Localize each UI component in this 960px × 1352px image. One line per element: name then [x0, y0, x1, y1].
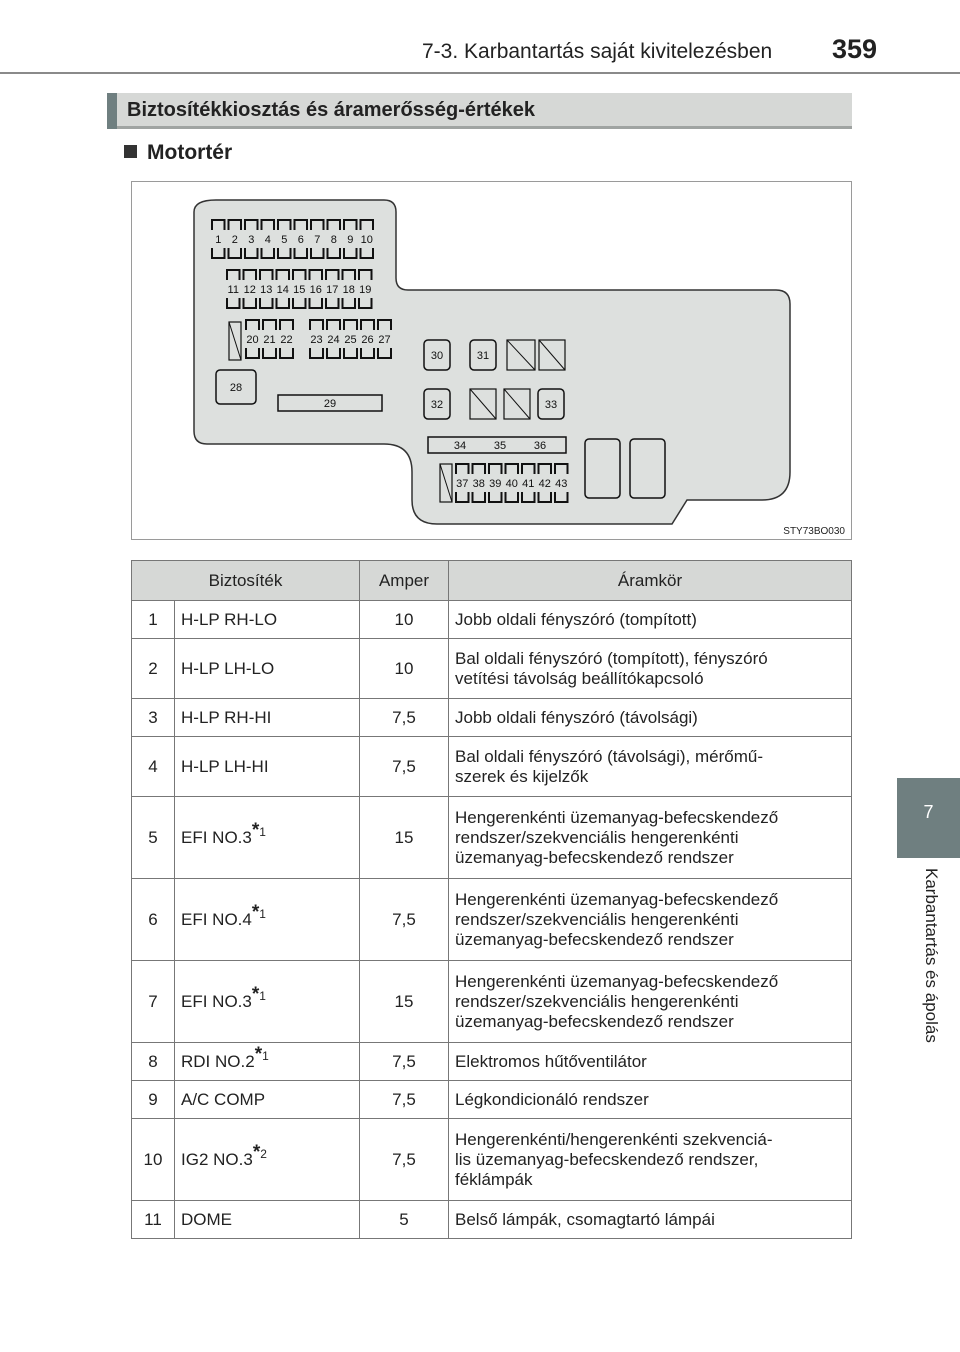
fuse-amper: 7,5	[360, 699, 449, 737]
fuse-number: 8	[132, 1043, 175, 1081]
table-row	[132, 961, 852, 1043]
fuse-circuit: Hengerenkénti üzemanyag-befecskendező rendszer/szekvenciális hengerenkénti üzemanyag-befecskendező rendszer	[449, 961, 852, 1043]
fuse-label: 28	[229, 382, 243, 394]
chapter-title: 7-3. Karbantartás saját kivitelezésben	[422, 40, 773, 63]
column-header-circuit: Áramkör	[449, 561, 852, 601]
fuse-label: 21	[263, 334, 276, 346]
fuse-label: 31	[476, 350, 490, 362]
fuse-label: 42	[538, 478, 551, 490]
fuse-label: 10	[360, 234, 373, 246]
fuse-label: 43	[555, 478, 568, 490]
fuse-circuit: Elektromos hűtőventilátor	[449, 1043, 852, 1081]
column-header-amper: Amper	[360, 561, 449, 601]
fuse-label: 30	[430, 350, 444, 362]
fuse-label: 4	[264, 234, 271, 246]
fuse-label: 27	[378, 334, 391, 346]
fuse-label: 15	[293, 284, 306, 296]
fuse-label: 32	[430, 399, 444, 411]
fuse-name: DOME	[175, 1201, 360, 1239]
fuse-box-diagram	[131, 181, 852, 540]
table-row	[132, 1043, 852, 1081]
fuse-box-drawing	[132, 182, 851, 539]
fuse-name: H-LP RH-HI	[175, 699, 360, 737]
chapter-tab-number: 7	[923, 802, 934, 822]
fuse-label: 5	[281, 234, 288, 246]
table-row	[132, 1081, 852, 1119]
table-row	[132, 699, 852, 737]
fuse-amper: 5	[360, 1201, 449, 1239]
fuse-label: 6	[297, 234, 304, 246]
fuse-name: H-LP RH-LO	[175, 601, 360, 639]
fuse-number: 4	[132, 737, 175, 797]
fuse-amper: 10	[360, 639, 449, 699]
fuse-label: 1	[215, 234, 222, 246]
chapter-tab-label: Karbantartás és ápolás	[922, 868, 941, 1043]
fuse-label: 38	[472, 478, 485, 490]
fuse-number: 11	[132, 1201, 175, 1239]
table-row	[132, 1201, 852, 1239]
table-row	[132, 797, 852, 879]
fuse-amper: 10	[360, 601, 449, 639]
table-header-row	[132, 561, 852, 601]
fuse-label: 12	[243, 284, 256, 296]
fuse-label: 25	[344, 334, 357, 346]
fuse-amper: 15	[360, 797, 449, 879]
table-row	[132, 879, 852, 961]
fuse-name: IG2 NO.3$^{*2}$	[175, 1119, 360, 1201]
fuse-name: H-LP LH-LO	[175, 639, 360, 699]
fuse-label: 35	[493, 440, 507, 452]
fuse-number: 2	[132, 639, 175, 699]
table-row	[132, 639, 852, 699]
fuse-number: 5	[132, 797, 175, 879]
column-header-fuse: Biztosíték	[132, 561, 360, 601]
fuse-label: 26	[361, 334, 374, 346]
fuse-amper: 7,5	[360, 1043, 449, 1081]
footnote-marker: *1	[251, 819, 266, 841]
fuse-number: 1	[132, 601, 175, 639]
header-rule	[0, 72, 960, 74]
fuse-name: EFI NO.4$^{*1}$	[175, 879, 360, 961]
fuse-label: 2	[231, 234, 238, 246]
fuse-amper: 7,5	[360, 879, 449, 961]
subsection-title: Motortér	[147, 141, 233, 164]
fuse-label: 18	[342, 284, 355, 296]
table-row	[132, 1119, 852, 1201]
fuse-amper: 7,5	[360, 737, 449, 797]
fuse-label: 23	[310, 334, 323, 346]
section-heading	[107, 93, 852, 129]
fuse-label: 19	[359, 284, 372, 296]
fuse-label: 16	[309, 284, 322, 296]
footnote-marker: *1	[254, 1043, 269, 1065]
fuse-name: EFI NO.3$^{*1}$	[175, 797, 360, 879]
table-row	[132, 601, 852, 639]
fuse-number: 3	[132, 699, 175, 737]
fuse-circuit: Légkondicionáló rendszer	[449, 1081, 852, 1119]
fuse-circuit: Hengerenkénti/hengerenkénti szekvenciá- lis üzemanyag-befecskendező rendszer, féklámpák	[449, 1119, 852, 1201]
fuse-label: 24	[327, 334, 340, 346]
fuse-number: 10	[132, 1119, 175, 1201]
fuse-label: 39	[489, 478, 502, 490]
fuse-label: 29	[323, 398, 337, 410]
fuse-circuit: Jobb oldali fényszóró (tompított)	[449, 601, 852, 639]
fuse-circuit: Belső lámpák, csomagtartó lámpái	[449, 1201, 852, 1239]
fuse-circuit: Bal oldali fényszóró (távolsági), mérőmű- szerek és kijelzők	[449, 737, 852, 797]
table-row	[132, 737, 852, 797]
fuse-table	[131, 560, 852, 1239]
fuse-amper: 15	[360, 961, 449, 1043]
footnote-marker: *1	[251, 901, 266, 923]
fuse-name: RDI NO.2$^{*1}$	[175, 1043, 360, 1081]
fuse-label: 20	[246, 334, 259, 346]
fuse-number: 6	[132, 879, 175, 961]
fuse-label: 13	[260, 284, 273, 296]
footnote-marker: *1	[251, 983, 266, 1005]
fuse-amper: 7,5	[360, 1081, 449, 1119]
relay-box	[630, 439, 665, 498]
fuse-label: 33	[544, 399, 558, 411]
fuse-label: 3	[248, 234, 255, 246]
section-title: Biztosítékkiosztás és áramerősség-értékek	[127, 99, 535, 121]
fuse-circuit: Hengerenkénti üzemanyag-befecskendező rendszer/szekvenciális hengerenkénti üzemanyag-befecskendező rendszer	[449, 797, 852, 879]
fuse-label: 40	[505, 478, 518, 490]
chapter-tab	[897, 778, 960, 858]
fuse-label: 14	[276, 284, 289, 296]
fuse-circuit: Jobb oldali fényszóró (távolsági)	[449, 699, 852, 737]
fuse-label: 41	[522, 478, 535, 490]
page-number: 359	[832, 34, 878, 64]
fuse-amper: 7,5	[360, 1119, 449, 1201]
relay-box	[585, 439, 620, 498]
fuse-label: 36	[533, 440, 547, 452]
fuse-label: 22	[280, 334, 293, 346]
fuse-circuit: Hengerenkénti üzemanyag-befecskendező rendszer/szekvenciális hengerenkénti üzemanyag-befecskendező rendszer	[449, 879, 852, 961]
fuse-name: EFI NO.3$^{*1}$	[175, 961, 360, 1043]
fuse-name: A/C COMP	[175, 1081, 360, 1119]
fuse-number: 7	[132, 961, 175, 1043]
fuse-label: 11	[227, 284, 239, 296]
fuse-label: 37	[456, 478, 469, 490]
fuse-circuit: Bal oldali fényszóró (tompított), fényszóró vetítési távolság beállítókapcsoló	[449, 639, 852, 699]
subsection-heading	[124, 141, 232, 165]
footnote-marker: *2	[252, 1141, 267, 1163]
fuse-name: H-LP LH-HI	[175, 737, 360, 797]
fuse-label: 34	[453, 440, 467, 452]
diagram-code: STY73BO030	[783, 526, 845, 537]
fuse-label: 9	[347, 234, 354, 246]
fuse-label: 7	[314, 234, 321, 246]
fuse-number: 9	[132, 1081, 175, 1119]
square-bullet-icon	[124, 145, 137, 158]
fuse-label: 17	[326, 284, 339, 296]
fuse-label: 8	[330, 234, 337, 246]
